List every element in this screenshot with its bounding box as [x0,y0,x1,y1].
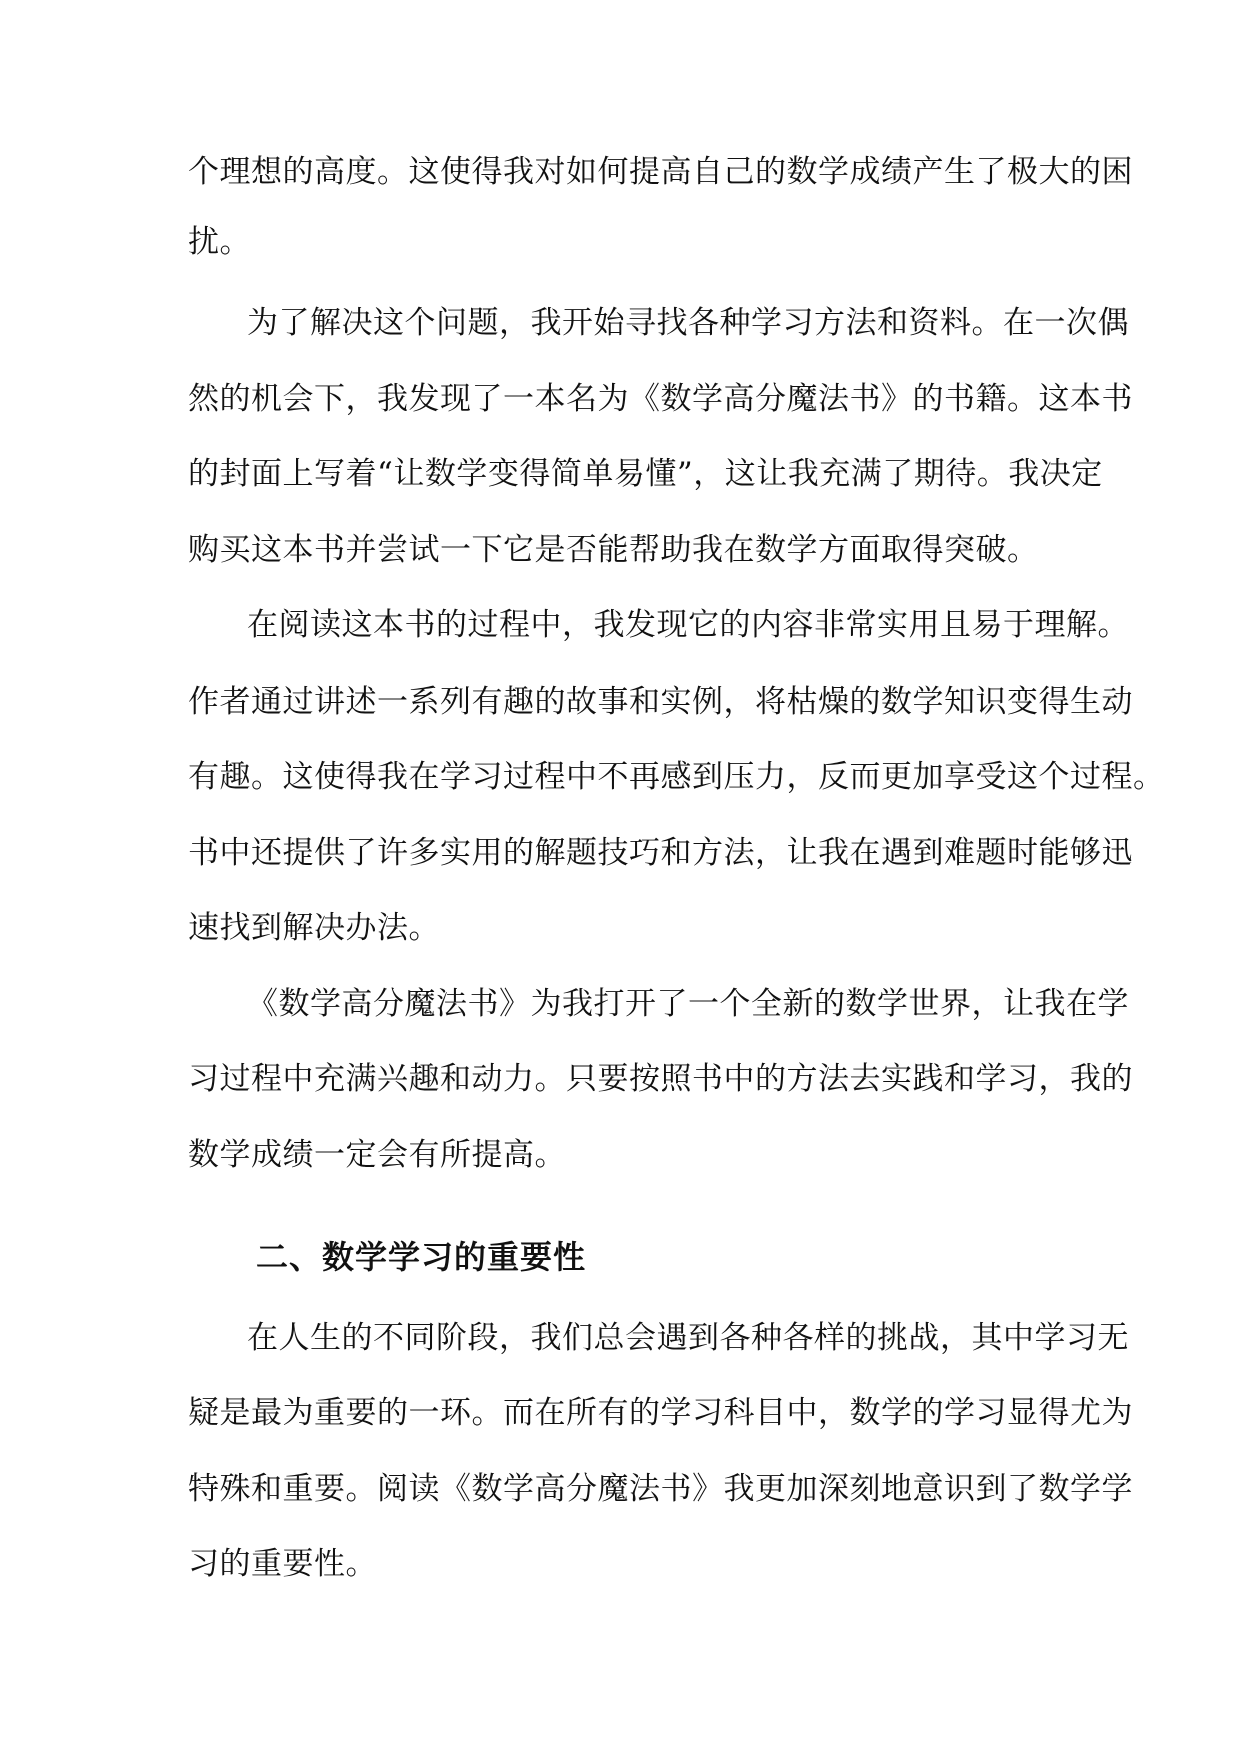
paragraph-3-line-4: 书中还提供了许多实用的解题技巧和方法，让我在遇到难题时能够迅 [188,835,1133,871]
section-paragraph-line-4: 习的重要性。 [188,1546,377,1582]
paragraph-2-line-3: 的封面上写着“让数学变得简单易懂”，这让我充满了期待。我决定 [188,456,1103,492]
paragraph-2-line-2: 然的机会下，我发现了一本名为《数学高分魔法书》的书籍。这本书 [188,381,1133,417]
paragraph-2-line-1: 为了解决这个问题，我开始寻找各种学习方法和资料。在一次偶 [247,305,1129,341]
paragraph-1-line-1: 个理想的高度。这使得我对如何提高自己的数学成绩产生了极大的困 [188,154,1133,190]
section-paragraph-line-3: 特殊和重要。阅读《数学高分魔法书》我更加深刻地意识到了数学学 [188,1471,1133,1507]
paragraph-3-line-2: 作者通过讲述一系列有趣的故事和实例，将枯燥的数学知识变得生动 [188,684,1133,720]
paragraph-2-line-4: 购买这本书并尝试一下它是否能帮助我在数学方面取得突破。 [188,532,1039,568]
paragraph-3-line-5: 速找到解决办法。 [188,910,440,946]
paragraph-4-line-2: 习过程中充满兴趣和动力。只要按照书中的方法去实践和学习，我的 [188,1061,1133,1097]
paragraph-1-line-2: 扰。 [188,224,251,260]
paragraph-4-line-3: 数学成绩一定会有所提高。 [188,1137,566,1173]
section-heading: 二、数学学习的重要性 [256,1238,587,1276]
section-paragraph-line-1: 在人生的不同阶段，我们总会遇到各种各样的挑战，其中学习无 [247,1320,1129,1356]
section-paragraph-line-2: 疑是最为重要的一环。而在所有的学习科目中，数学的学习显得尤为 [188,1395,1133,1431]
paragraph-4-line-1: 《数学高分魔法书》为我打开了一个全新的数学世界，让我在学 [247,986,1129,1022]
paragraph-3-line-3: 有趣。这使得我在学习过程中不再感到压力，反而更加享受这个过程。 [188,759,1165,795]
paragraph-3-line-1: 在阅读这本书的过程中，我发现它的内容非常实用且易于理解。 [247,607,1129,643]
